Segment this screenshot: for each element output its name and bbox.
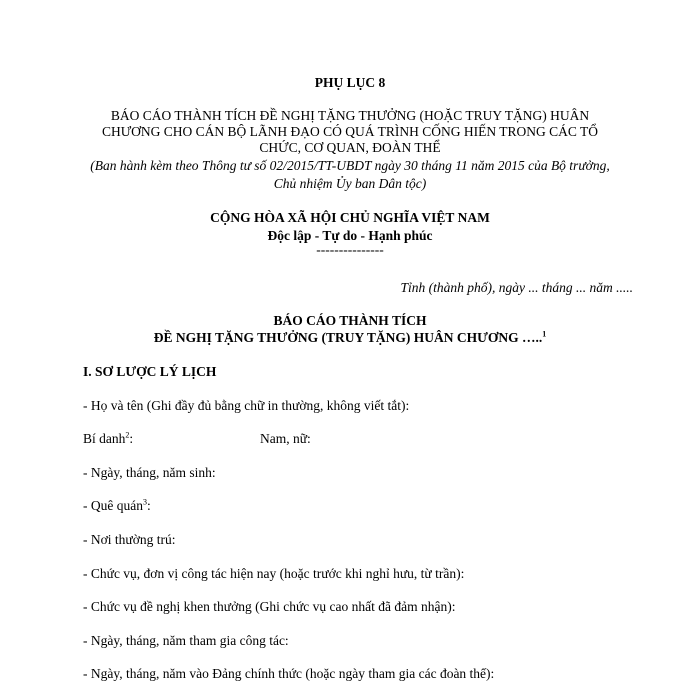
national-motto: Độc lập - Tự do - Hạnh phúc: [267, 228, 433, 243]
doc-title-line-3: CHỨC, CƠ QUAN, ĐOÀN THỂ: [259, 140, 441, 155]
footnote-ref-3: 3: [142, 497, 147, 507]
report-title: BÁO CÁO THÀNH TÍCH: [273, 313, 427, 328]
field-hometown-colon: :: [146, 498, 151, 513]
field-hometown-label: - Quê quán: [83, 498, 143, 513]
issued-note-line-2: Chủ nhiệm Ủy ban Dân tộc): [273, 176, 427, 191]
field-hometown: [83, 498, 151, 514]
footnote-ref-2: 2: [125, 430, 130, 440]
field-alias: [83, 431, 133, 447]
doc-title-line-2: CHƯƠNG CHO CÁN BỘ LÃNH ĐẠO CÓ QUÁ TRÌNH CỐNG HIẾN TRONG CÁC TỔ: [101, 124, 599, 139]
field-residence: - Nơi thường trú:: [83, 532, 176, 547]
field-work-start: - Ngày, tháng, năm tham gia công tác:: [83, 633, 289, 648]
doc-title-line-1: BÁO CÁO THÀNH TÍCH ĐỀ NGHỊ TẶNG THƯỞNG (HOẶC TRUY TẶNG) HUÂN: [110, 108, 590, 123]
report-subtitle-text: ĐỀ NGHỊ TẶNG THƯỞNG (TRUY TẶNG) HUÂN CHƯƠNG …..: [153, 330, 543, 345]
place-date: Tỉnh (thành phố), ngày ... tháng ... năm .....: [400, 280, 633, 295]
field-proposed-position: - Chức vụ đề nghị khen thưởng (Ghi chức vụ cao nhất đã đảm nhận):: [83, 599, 456, 614]
field-full-name: - Họ và tên (Ghi đầy đủ bằng chữ in thường, không viết tắt):: [83, 398, 410, 413]
header-divider: ---------------: [316, 242, 384, 257]
appendix-label: PHỤ LỤC 8: [314, 75, 386, 90]
section-title-summary: I. SƠ LƯỢC LÝ LỊCH: [83, 364, 217, 379]
report-subtitle: [0, 330, 700, 346]
field-gender: Nam, nữ:: [260, 431, 311, 446]
issued-note-line-1: (Ban hành kèm theo Thông tư số 02/2015/TT-UBDT ngày 30 tháng 11 năm 2015 của Bộ trưởng,: [90, 158, 610, 173]
field-birth-date: - Ngày, tháng, năm sinh:: [83, 465, 216, 480]
footnote-ref-1: 1: [542, 329, 547, 339]
field-position: - Chức vụ, đơn vị công tác hiện nay (hoặc trước khi nghỉ hưu, từ trần):: [83, 566, 465, 581]
field-alias-label: Bí danh: [83, 431, 126, 446]
nation-header: CỘNG HÒA XÃ HỘI CHỦ NGHĨA VIỆT NAM: [210, 210, 490, 225]
field-party-join: - Ngày, tháng, năm vào Đảng chính thức (hoặc ngày tham gia các đoàn thể):: [83, 666, 495, 681]
field-alias-colon: :: [129, 431, 134, 446]
